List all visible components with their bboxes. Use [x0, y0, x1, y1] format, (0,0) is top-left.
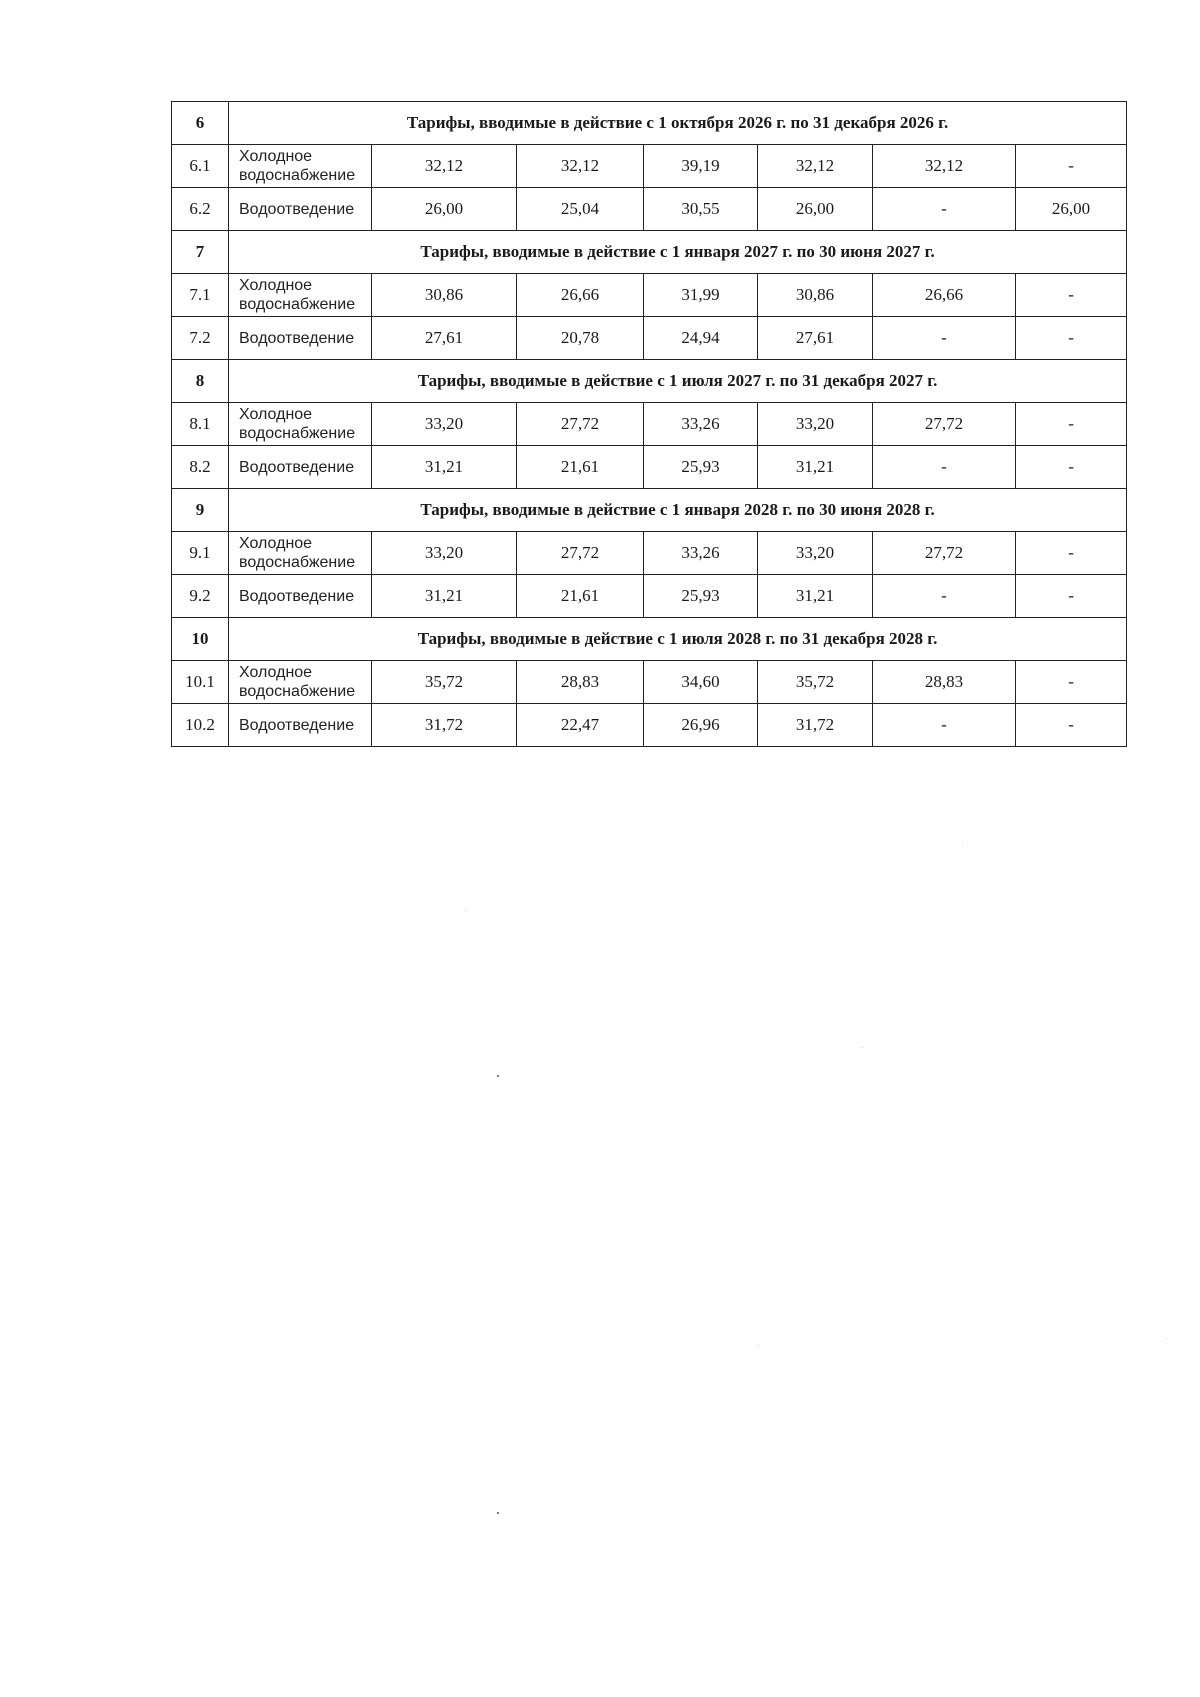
tariff-value: - [1016, 532, 1127, 575]
tariff-value: 31,21 [372, 446, 517, 489]
tariff-value: - [1016, 274, 1127, 317]
table-row [172, 532, 1127, 575]
row-code: 7.2 [172, 317, 229, 360]
tariff-value: 32,12 [517, 145, 644, 188]
tariff-value: 26,96 [644, 704, 758, 747]
tariff-value: 26,66 [517, 274, 644, 317]
tariff-value: 20,78 [517, 317, 644, 360]
service-name: Водоотведение [229, 188, 372, 231]
row-code: 6.2 [172, 188, 229, 231]
row-code: 6.1 [172, 145, 229, 188]
tariff-value: 25,04 [517, 188, 644, 231]
tariff-value: - [1016, 403, 1127, 446]
tariff-value: 26,66 [873, 274, 1016, 317]
tariff-value: 33,20 [758, 403, 873, 446]
tariff-value: 30,55 [644, 188, 758, 231]
row-code: 10.1 [172, 661, 229, 704]
tariff-value: - [1016, 575, 1127, 618]
section-number: 9 [172, 489, 229, 532]
tariff-value: - [1016, 704, 1127, 747]
tariff-table [171, 101, 1127, 747]
table-row [172, 188, 1127, 231]
tariff-value: - [873, 188, 1016, 231]
table-row [172, 575, 1127, 618]
section-title: Тарифы, вводимые в действие с 1 января 2028 г. по 30 июня 2028 г. [229, 489, 1127, 532]
tariff-value: 35,72 [372, 661, 517, 704]
table-row [172, 661, 1127, 704]
section-title: Тарифы, вводимые в действие с 1 января 2027 г. по 30 июня 2027 г. [229, 231, 1127, 274]
tariff-value: 31,21 [758, 446, 873, 489]
tariff-value: 31,21 [372, 575, 517, 618]
service-name: Водоотведение [229, 317, 372, 360]
table-row [172, 274, 1127, 317]
tariff-value: 28,83 [517, 661, 644, 704]
tariff-value: 27,61 [372, 317, 517, 360]
service-name: Холодное водоснабжение [229, 145, 372, 188]
tariff-value: - [873, 704, 1016, 747]
section-title: Тарифы, вводимые в действие с 1 июля 2027 г. по 31 декабря 2027 г. [229, 360, 1127, 403]
section-header-row [172, 489, 1127, 532]
tariff-value: 33,20 [372, 403, 517, 446]
tariff-value: 33,20 [758, 532, 873, 575]
service-name: Холодное водоснабжение [229, 532, 372, 575]
service-name: Водоотведение [229, 704, 372, 747]
tariff-value: 31,72 [758, 704, 873, 747]
scan-speck [962, 845, 963, 846]
section-title: Тарифы, вводимые в действие с 1 июля 2028 г. по 31 декабря 2028 г. [229, 618, 1127, 661]
tariff-value: 25,93 [644, 575, 758, 618]
tariff-value: 28,83 [873, 661, 1016, 704]
row-code: 7.1 [172, 274, 229, 317]
tariff-value: 26,00 [1016, 188, 1127, 231]
tariff-value: - [1016, 446, 1127, 489]
row-code: 8.1 [172, 403, 229, 446]
service-name: Водоотведение [229, 575, 372, 618]
section-number: 7 [172, 231, 229, 274]
row-code: 9.2 [172, 575, 229, 618]
tariff-value: 26,00 [372, 188, 517, 231]
row-code: 8.2 [172, 446, 229, 489]
table-row [172, 446, 1127, 489]
scan-speck [862, 1047, 863, 1048]
row-code: 9.1 [172, 532, 229, 575]
tariff-value: 32,12 [873, 145, 1016, 188]
table-row [172, 145, 1127, 188]
table-row [172, 403, 1127, 446]
tariff-value: 35,72 [758, 661, 873, 704]
tariff-value: 22,47 [517, 704, 644, 747]
tariff-value: - [1016, 317, 1127, 360]
tariff-value: 33,26 [644, 532, 758, 575]
tariff-value: - [873, 317, 1016, 360]
tariff-value: 27,72 [873, 403, 1016, 446]
section-number: 6 [172, 102, 229, 145]
tariff-value: 31,99 [644, 274, 758, 317]
tariff-value: - [873, 446, 1016, 489]
tariff-value: - [873, 575, 1016, 618]
tariff-value: - [1016, 145, 1127, 188]
tariff-value: 33,26 [644, 403, 758, 446]
tariff-table-body [172, 102, 1127, 747]
tariff-value: 27,72 [517, 532, 644, 575]
tariff-value: 21,61 [517, 446, 644, 489]
tariff-value: 34,60 [644, 661, 758, 704]
service-name: Холодное водоснабжение [229, 274, 372, 317]
tariff-value: 27,72 [873, 532, 1016, 575]
tariff-value: 26,00 [758, 188, 873, 231]
tariff-value: 31,72 [372, 704, 517, 747]
scan-speck [1166, 1338, 1167, 1339]
section-number: 10 [172, 618, 229, 661]
table-row [172, 317, 1127, 360]
tariff-value: 21,61 [517, 575, 644, 618]
section-title: Тарифы, вводимые в действие с 1 октября 2026 г. по 31 декабря 2026 г. [229, 102, 1127, 145]
tariff-value: 30,86 [758, 274, 873, 317]
tariff-value: 33,20 [372, 532, 517, 575]
section-header-row [172, 231, 1127, 274]
service-name: Холодное водоснабжение [229, 403, 372, 446]
tariff-value: 30,86 [372, 274, 517, 317]
section-header-row [172, 360, 1127, 403]
tariff-value: 39,19 [644, 145, 758, 188]
tariff-value: 24,94 [644, 317, 758, 360]
scan-speck [497, 1512, 499, 1514]
scan-speck [758, 1345, 759, 1346]
table-row [172, 704, 1127, 747]
scan-speck [497, 1075, 499, 1077]
service-name: Холодное водоснабжение [229, 661, 372, 704]
tariff-value: 31,21 [758, 575, 873, 618]
tariff-value: 27,72 [517, 403, 644, 446]
tariff-value: 25,93 [644, 446, 758, 489]
section-header-row [172, 102, 1127, 145]
tariff-value: - [1016, 661, 1127, 704]
service-name: Водоотведение [229, 446, 372, 489]
tariff-value: 27,61 [758, 317, 873, 360]
tariff-value: 32,12 [758, 145, 873, 188]
tariff-value: 32,12 [372, 145, 517, 188]
row-code: 10.2 [172, 704, 229, 747]
scan-speck [465, 910, 466, 911]
section-header-row [172, 618, 1127, 661]
section-number: 8 [172, 360, 229, 403]
